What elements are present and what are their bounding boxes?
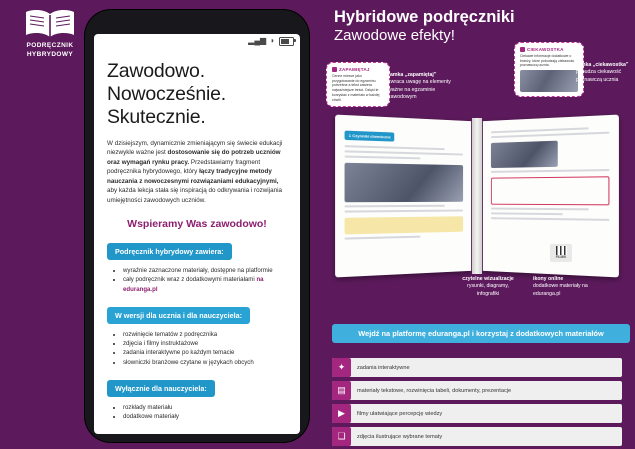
zapamietaj-bubble xyxy=(326,62,390,107)
brand-logo-line2: HYBRYDOWY xyxy=(26,50,74,58)
list-item xyxy=(123,330,287,339)
ciekawostka-bubble xyxy=(514,42,584,97)
list-item-text: rozkłady materiału xyxy=(123,403,173,411)
wifi-icon: ◗ xyxy=(270,36,275,45)
list-item-text: słowniczki branżowe czytane w językach obcych xyxy=(123,358,254,366)
book-spine xyxy=(472,118,482,274)
feature-row-zdjecia xyxy=(332,427,622,446)
section-title-zawiera: Podręcznik hybrydowy zawiera: xyxy=(107,243,232,260)
text-line xyxy=(491,208,589,211)
feature-row-tekstowe xyxy=(332,381,622,400)
ciekawostka-bubble-image xyxy=(520,70,578,92)
open-book-illustration xyxy=(330,118,624,288)
intro-part-2: Przedstawiamy fragment podręcznika hybrydowego, który xyxy=(107,158,261,176)
video-icon: ▶ xyxy=(332,404,351,423)
headline-line-2: Nowocześnie. xyxy=(107,83,226,105)
ciekawostka-bubble-title: CIEKAWOSTKA xyxy=(520,47,578,52)
text-line xyxy=(491,132,610,139)
phone-content xyxy=(94,48,300,421)
qr-icon xyxy=(550,244,572,262)
page-title xyxy=(334,8,515,44)
document-icon: ▤ xyxy=(332,381,351,400)
chapter-chip: 1 Czynniki chemiczne xyxy=(345,131,395,142)
page-title-line-2: Zawodowe efekty! xyxy=(334,27,455,45)
section-list-zawiera xyxy=(107,266,287,294)
section-title-nauczyciel: Wyłącznie dla nauczyciela: xyxy=(107,380,215,397)
zapamietaj-bubble-text: Cenne miesce jako przygotowanie do egzaminu potrzebne a tekst zawiera najważniejsze treści. Dzięki te korzystać z materiału w każdej chwili. xyxy=(332,74,380,102)
text-line xyxy=(345,205,446,208)
list-item-text: rozwinięcie tematów z podręcznika xyxy=(123,330,218,338)
text-line xyxy=(345,156,421,160)
list-item-text: cały podręcznik wraz z dodatkowymi materiałami xyxy=(123,276,257,284)
text-line xyxy=(345,145,446,150)
phone-mockup xyxy=(85,10,309,442)
intro-part-3: aby każda lekcja stała się inspiracją do odkrywania i rozwijania umiejętności zawodowych uczniów. xyxy=(107,187,282,204)
ciekawostka-bubble-text: Ciekawe informacje dodatkowe o branży, które pobudzają ciekawość poznawczą ucznia. xyxy=(520,54,575,68)
book-photo xyxy=(491,141,558,168)
section-nauczyciel xyxy=(107,378,287,422)
list-item xyxy=(123,339,287,348)
callout-title: ikony online xyxy=(533,276,564,282)
callout-text: dodatkowe materiały na eduranga.pl xyxy=(533,283,588,297)
signal-icon: ▂▄▆ xyxy=(248,36,267,45)
section-list-uczen-nauczyciel xyxy=(107,330,287,367)
callout-ramka-ciekawostka xyxy=(576,62,630,84)
feature-row-filmy xyxy=(332,404,622,423)
text-line xyxy=(345,150,464,155)
callout-title: czytelne wizualizacje xyxy=(462,276,514,282)
list-item xyxy=(123,348,287,357)
callout-title: ramka „ciekawostka” xyxy=(576,62,629,68)
intro-paragraph xyxy=(107,139,287,205)
brand-logo-line1: PODRĘCZNIK xyxy=(26,42,74,49)
square-icon xyxy=(520,47,525,52)
section-list-nauczyciel xyxy=(107,403,287,422)
cta-banner[interactable] xyxy=(332,324,630,343)
status-bar xyxy=(94,34,300,48)
battery-icon xyxy=(279,37,294,46)
list-item-text: wyraźnie zaznaczone materiały, dostępne na platformie xyxy=(123,267,273,275)
callout-text: rysunki, diagramy, infografiki xyxy=(467,283,509,297)
text-line xyxy=(491,212,562,215)
book-red-box xyxy=(491,176,610,205)
callout-title: ramka „zapamiętaj” xyxy=(388,72,437,78)
book-page-left-content xyxy=(335,115,471,249)
list-item xyxy=(123,275,287,294)
intro-bold-3: łączy tradycyjne metody nauczania z nowoczesnymi rozwiązaniami edukacyjnymi, xyxy=(107,168,279,185)
page-title-line-1: Hybridowe podręczniki xyxy=(334,8,515,26)
text-line xyxy=(345,210,464,213)
feature-text: zadania interaktywne xyxy=(357,364,410,371)
text-line xyxy=(491,169,610,173)
callout-wizualizacje xyxy=(458,276,518,298)
list-item xyxy=(123,412,287,421)
feature-text: materiały tekstowe, rozwinięcia tabeli, dokumenty, prezentacje xyxy=(357,387,512,394)
text-line xyxy=(345,236,421,240)
callout-text: pobudza ciekawość poznawczą ucznia xyxy=(576,69,622,83)
highlight-box xyxy=(345,216,464,234)
claim-text: Wspieramy Was zawodowo! xyxy=(127,218,267,231)
section-title-uczen-nauczyciel: W wersji dla ucznia i dla nauczyciela: xyxy=(107,307,250,324)
section-uczen-nauczyciel xyxy=(107,305,287,367)
book-page-right-content xyxy=(483,115,619,230)
list-item-text: zdjęcia i filmy instruktażowe xyxy=(123,340,199,348)
list-item xyxy=(123,403,287,412)
cta-post: i korzystaj z dodatkowych materiałów xyxy=(469,329,604,338)
headline-line-3: Skutecznie. xyxy=(107,106,206,128)
qr-label: FILMIK xyxy=(555,255,567,259)
book-photo xyxy=(345,163,464,202)
intro-bold-1: dostosowanie się xyxy=(167,149,221,157)
phone-screen xyxy=(94,34,300,434)
feature-text: zdjęcia ilustrujące wybrane tematy xyxy=(357,433,443,440)
puzzle-icon: ✦ xyxy=(332,358,351,377)
intro-bold-2: do potrzeb uczniów oraz wymagań rynku pracy. xyxy=(107,149,281,166)
list-item-text: zadania interaktywne po każdym temacie xyxy=(123,349,235,357)
list-item-text: dodatkowe materiały xyxy=(123,413,179,421)
zapamietaj-bubble-title: ZAPAMIĘTAJ xyxy=(332,67,384,72)
brand-logo xyxy=(10,8,90,66)
right-panel xyxy=(318,0,635,449)
photo-icon: ❏ xyxy=(332,427,351,446)
open-book-icon xyxy=(24,8,76,38)
callout-text: zwraca uwagę na elementy ważne na egzaminie zawodowym xyxy=(388,79,451,101)
cta-pre: Wejdź na platformę xyxy=(358,329,428,338)
text-line xyxy=(491,217,610,221)
feature-row-interaktywne xyxy=(332,358,622,377)
square-icon xyxy=(332,67,337,72)
headline-line-1: Zawodowo. xyxy=(107,60,205,82)
list-item xyxy=(123,266,287,275)
section-zawiera xyxy=(107,241,287,294)
cta-link[interactable]: eduranga.pl xyxy=(427,329,470,338)
callout-ikony-online xyxy=(533,276,595,298)
feature-text: filmy ułatwiające percepcję wiedzy xyxy=(357,410,443,417)
list-item xyxy=(123,358,287,367)
headline xyxy=(107,60,287,129)
callout-ramka-zapamietaj xyxy=(388,72,464,102)
eduranga-link[interactable]: na eduranga.pl xyxy=(123,276,264,293)
intro-part-1: W dzisiejszym, dynamicznie zmieniającym się świecie edukacji niezwykle ważne jest xyxy=(107,140,283,157)
book-page-left xyxy=(335,115,471,278)
